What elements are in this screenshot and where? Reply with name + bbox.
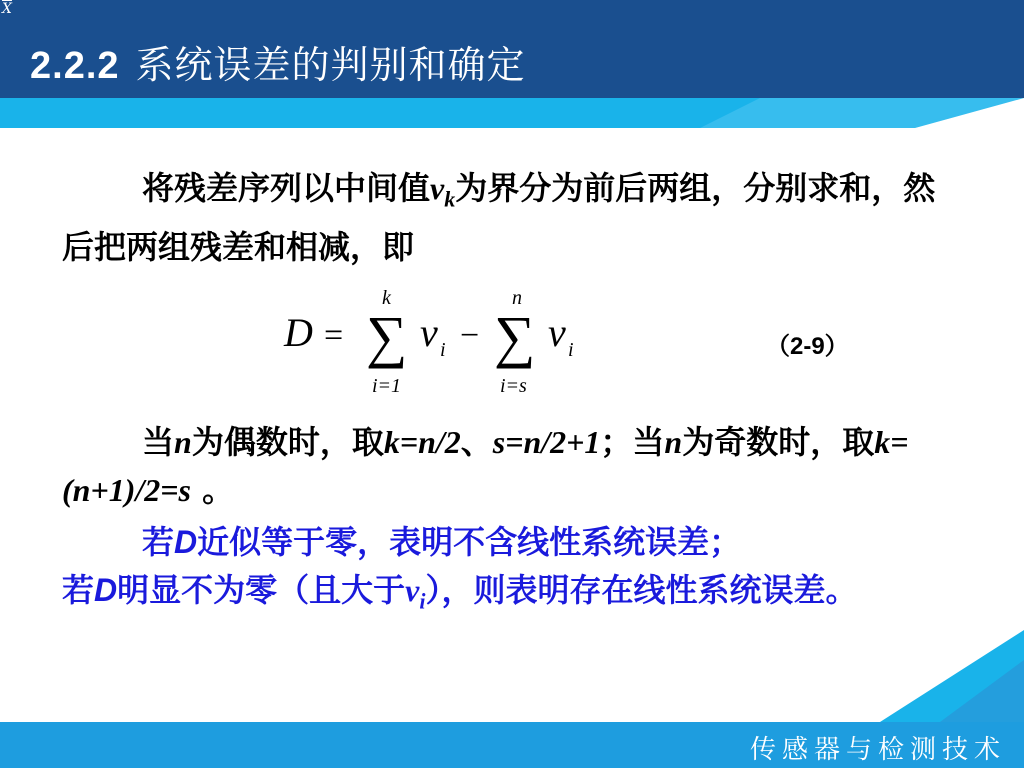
- paragraph-conclusion: 若D近似等于零，表明不含线性系统误差； 若D明显不为零（且大于$\nu_i$），则表明存在线性系统误差。: [62, 523, 858, 614]
- formula-equals: =: [324, 317, 344, 354]
- title-text: 系统误差的判别和确定: [135, 43, 526, 87]
- footer-course-title: 传感器与检测技术: [749, 735, 1006, 765]
- section-number: 2.2.2: [30, 45, 120, 87]
- formula-sum1-upper: k: [382, 287, 391, 309]
- corner-mark: $\overline{X}$: [2, 1, 12, 17]
- header-wedge-decoration: [0, 98, 1024, 128]
- formula-sum2-upper: n: [512, 287, 522, 309]
- formula-sub-2: i: [568, 339, 574, 361]
- formula-2-9: [280, 282, 600, 402]
- formula-sub-1: i: [440, 339, 446, 361]
- formula-term-2: ν: [548, 310, 566, 355]
- equation-number: （2-9）: [766, 333, 849, 360]
- page-title: [30, 34, 526, 89]
- formula-minus: −: [460, 317, 480, 354]
- formula-sigma-1: ∑: [366, 304, 408, 369]
- paragraph-intro: 将残差序列以中间值$\nu_k$为界分为前后两组，分别求和，然后把两组残差和相减，即: [62, 169, 936, 267]
- paragraph-conditions: 当n为偶数时，取k=n/2、s=n/2+1；当n为奇数时，取k=(n+1)/2=s 。: [62, 423, 909, 509]
- formula-sum2-lower: i=s: [500, 375, 527, 397]
- formula-term-1: ν: [420, 310, 438, 355]
- formula-lhs: D: [284, 310, 313, 355]
- formula-sum1-lower: i=1: [372, 375, 402, 397]
- formula-sigma-2: ∑: [494, 304, 536, 369]
